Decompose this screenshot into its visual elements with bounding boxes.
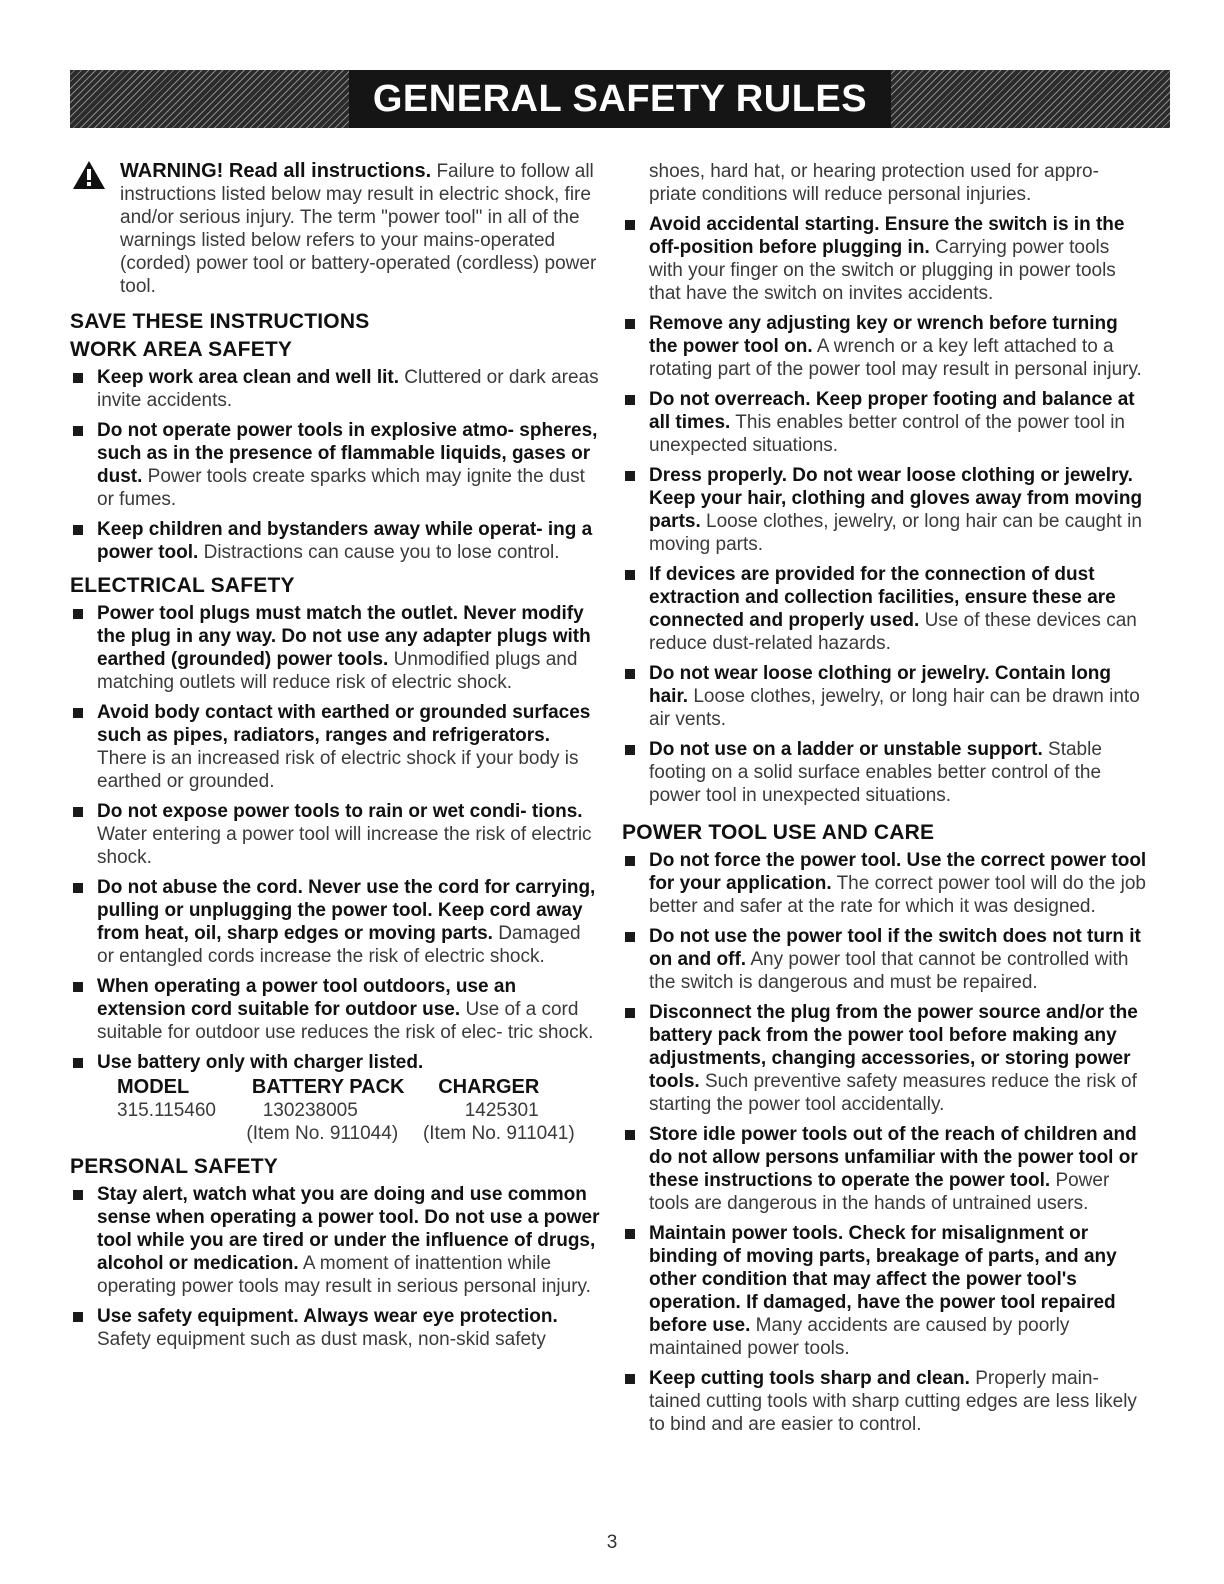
item-bold: Maintain power tools. Check for misalignment or binding of moving parts, breakage of parts, and any other condition that may affect the power tool's operation. If damaged, have the power tool repaired before use. (649, 1223, 1117, 1336)
bullet-icon (625, 319, 635, 329)
item-text: Stable footing on a solid surface enables better control of the power tool in unexpected situations. (649, 739, 1102, 806)
list-item (622, 213, 1147, 305)
item-bold: Remove any adjusting key or wrench before turning the power tool on. (649, 313, 1118, 357)
continued-text: shoes, hard hat, or hearing protection used for appro- priate conditions will reduce personal injuries. (649, 161, 1099, 205)
list-item (622, 464, 1147, 556)
bullet-icon (625, 1374, 635, 1384)
page-title: GENERAL SAFETY RULES (372, 77, 868, 120)
item-text: Safety equipment such as dust mask, non-skid safety (97, 1329, 546, 1350)
item-text: Loose clothes, jewelry, or long hair can be drawn into air vents. (649, 686, 1140, 730)
item-bold: Dress properly. Do not wear loose clothing or jewelry. Keep your hair, clothing and gloves away from moving parts. (649, 465, 1143, 532)
bullet-icon (73, 609, 83, 619)
list-item (622, 1367, 1147, 1436)
warning-block (70, 160, 600, 298)
item-bold: Use safety equipment. Always wear eye protection. (97, 1306, 558, 1327)
warning-text: Failure to follow all instructions listed below may result in electric shock, fire and/or serious injury. The term "power tool" in all of the warnings listed below refers to your mains-operated (corded) power tool or battery-operated (cordless) power tool. (120, 161, 597, 297)
bullet-icon (73, 373, 83, 383)
list-item (622, 312, 1147, 381)
item-bold: Store idle power tools out of the reach of children and do not allow persons unfamiliar with the power tool or these instructions to operate the power tool. (649, 1124, 1138, 1191)
item-text: Water entering a power tool will increase the risk of electric shock. (97, 824, 592, 868)
header-charger: CHARGER (438, 1076, 540, 1098)
item-text: Power tools are dangerous in the hands of untrained users. (649, 1170, 1110, 1214)
item-text: Properly main- tained cutting tools with sharp cutting edges are less likely to bind and are easier to control. (649, 1368, 1137, 1435)
item-text: Such preventive safety measures reduce the risk of starting the power tool accidentally. (649, 1071, 1137, 1115)
bullet-icon (625, 220, 635, 230)
bullet-icon (625, 669, 635, 679)
bullet-icon (625, 1229, 635, 1239)
charger-table (97, 1076, 600, 1145)
bullet-icon (73, 1058, 83, 1068)
item-bold: Do not operate power tools in explosive atmo- spheres, such as in the presence of flammable liquids, gases or dust. (97, 420, 598, 487)
left-column (70, 160, 600, 1358)
list-item (70, 419, 600, 511)
charger-item-number: (Item No. 911041) (422, 1123, 575, 1144)
table-header-row (97, 1076, 600, 1099)
item-text: Unmodified plugs and matching outlets will reduce risk of electric shock. (97, 649, 578, 693)
list-item (70, 1183, 600, 1298)
list-item (622, 388, 1147, 457)
item-text: Carrying power tools with your finger on the switch or plugging in power tools that have the switch on invites accidents. (649, 237, 1116, 304)
bullet-icon (625, 471, 635, 481)
item-bold: Do not wear loose clothing or jewelry. Contain long hair. (649, 663, 1112, 707)
bullet-icon (625, 1130, 635, 1140)
save-instructions-heading: SAVE THESE INSTRUCTIONS (70, 310, 370, 333)
list-item (70, 800, 600, 869)
item-text: Damaged or entangled cords increase the risk of electric shock. (97, 923, 581, 967)
power-tool-use-heading: POWER TOOL USE AND CARE (622, 821, 935, 844)
item-bold: Do not overreach. Keep proper footing and balance at all times. (649, 389, 1135, 433)
list-item (70, 876, 600, 968)
header-battery-pack: BATTERY PACK (251, 1076, 405, 1098)
item-bold: Do not use on a ladder or unstable support. (649, 739, 1043, 760)
list-item (70, 518, 600, 564)
list-item (70, 1051, 600, 1074)
list-item (622, 1123, 1147, 1215)
charger-value: 1425301 (464, 1100, 539, 1121)
warning-heading: WARNING! Read all instructions. (120, 160, 432, 182)
bullet-icon (73, 1312, 83, 1322)
list-item (622, 1222, 1147, 1360)
bullet-icon (625, 745, 635, 755)
item-bold: Do not abuse the cord. Never use the cord for carrying, pulling or unplugging the power tool. Keep cord away from heat, oil, sharp edges or moving parts. (97, 877, 596, 944)
bullet-icon (625, 1008, 635, 1018)
list-item (622, 925, 1147, 994)
personal-safety-heading: PERSONAL SAFETY (70, 1155, 278, 1178)
list-item (622, 563, 1147, 655)
item-bold: Stay alert, watch what you are doing and use common sense when operating a power tool. Do not use a power tool while you are tired or under the influence of drugs, alcohol or medication. (97, 1184, 600, 1274)
item-text: Use of these devices can reduce dust-related hazards. (649, 610, 1137, 654)
list-item (622, 662, 1147, 731)
list-item (70, 1305, 600, 1351)
item-bold: Do not force the power tool. Use the correct power tool for your application. (649, 850, 1147, 894)
table-row (97, 1099, 600, 1122)
warning-triangle-icon (72, 160, 106, 190)
bullet-icon (73, 708, 83, 718)
title-banner (70, 70, 1170, 128)
item-text: Use of a cord suitable for outdoor use reduces the risk of elec- tric shock. (97, 999, 594, 1043)
title-box (349, 70, 891, 128)
item-bold: Power tool plugs must match the outlet. Never modify the plug in any way. Do not use any adapter plugs with earthed (grounded) power tools. (97, 603, 591, 670)
item-text: Loose clothes, jewelry, or long hair can be caught in moving parts. (649, 511, 1142, 555)
list-item (70, 975, 600, 1044)
item-text: Any power tool that cannot be controlled with the switch is dangerous and must be repaired. (649, 949, 1129, 993)
item-bold: If devices are provided for the connection of dust extraction and collection facilities, ensure these are connected and properly used. (649, 564, 1116, 631)
work-area-heading: WORK AREA SAFETY (70, 338, 293, 361)
bullet-icon (625, 856, 635, 866)
bullet-icon (625, 932, 635, 942)
item-bold: Use battery only with charger listed. (97, 1052, 424, 1073)
empty-cell (97, 1122, 234, 1145)
bullet-icon (625, 395, 635, 405)
item-text: Many accidents are caused by poorly maintained power tools. (649, 1315, 1070, 1359)
item-text: A moment of inattention while operating power tools may result in serious personal injury. (97, 1253, 591, 1297)
list-item (70, 366, 600, 412)
bullet-icon (73, 426, 83, 436)
list-item (622, 738, 1147, 807)
right-column (622, 160, 1147, 1443)
page-number: 3 (606, 1532, 618, 1553)
bullet-icon (73, 1190, 83, 1200)
table-row (97, 1122, 600, 1145)
list-item (622, 849, 1147, 918)
item-bold: Keep work area clean and well lit. (97, 367, 400, 388)
bullet-icon (73, 982, 83, 992)
item-text: Distractions can cause you to lose control. (203, 542, 560, 563)
item-text: The correct power tool will do the job better and safer at the rate for which it was designed. (649, 873, 1146, 917)
item-text: This enables better control of the power tool in unexpected situations. (649, 412, 1125, 456)
bullet-icon (73, 883, 83, 893)
item-text: Power tools create sparks which may ignite the dust or fumes. (97, 466, 585, 510)
item-bold: When operating a power tool outdoors, use an extension cord suitable for outdoor use. (97, 976, 517, 1020)
item-bold: Disconnect the plug from the power source and/or the battery pack from the power tool before making any adjustments, changing accessories, or storing power tools. (649, 1002, 1138, 1092)
battery-pack-value: 130238005 (262, 1100, 358, 1121)
item-bold: Keep cutting tools sharp and clean. (649, 1368, 970, 1389)
list-item (70, 701, 600, 793)
bullet-icon (73, 525, 83, 535)
item-text: A wrench or a key left attached to a rotating part of the power tool may result in personal injury. (649, 336, 1142, 380)
item-text: There is an increased risk of electric shock if your body is earthed or grounded. (97, 748, 579, 792)
item-bold: Keep children and bystanders away while operat- ing a power tool. (97, 519, 593, 563)
bullet-icon (625, 570, 635, 580)
electrical-safety-heading: ELECTRICAL SAFETY (70, 574, 295, 597)
model-value: 315.115460 (117, 1100, 216, 1121)
list-item (622, 1001, 1147, 1116)
header-model: MODEL (117, 1076, 190, 1098)
battery-item-number: (Item No. 911044) (246, 1123, 399, 1144)
list-item (70, 602, 600, 694)
item-bold: Avoid body contact with earthed or grounded surfaces such as pipes, radiators, ranges and refrigerators. (97, 702, 591, 746)
bullet-icon (73, 807, 83, 817)
item-bold: Avoid accidental starting. Ensure the switch is in the off-position before plugging in. (649, 214, 1125, 258)
item-bold: Do not expose power tools to rain or wet condi- tions. (97, 801, 583, 822)
item-text: Cluttered or dark areas invite accidents. (97, 367, 599, 411)
item-bold: Do not use the power tool if the switch does not turn it on and off. (649, 926, 1141, 970)
